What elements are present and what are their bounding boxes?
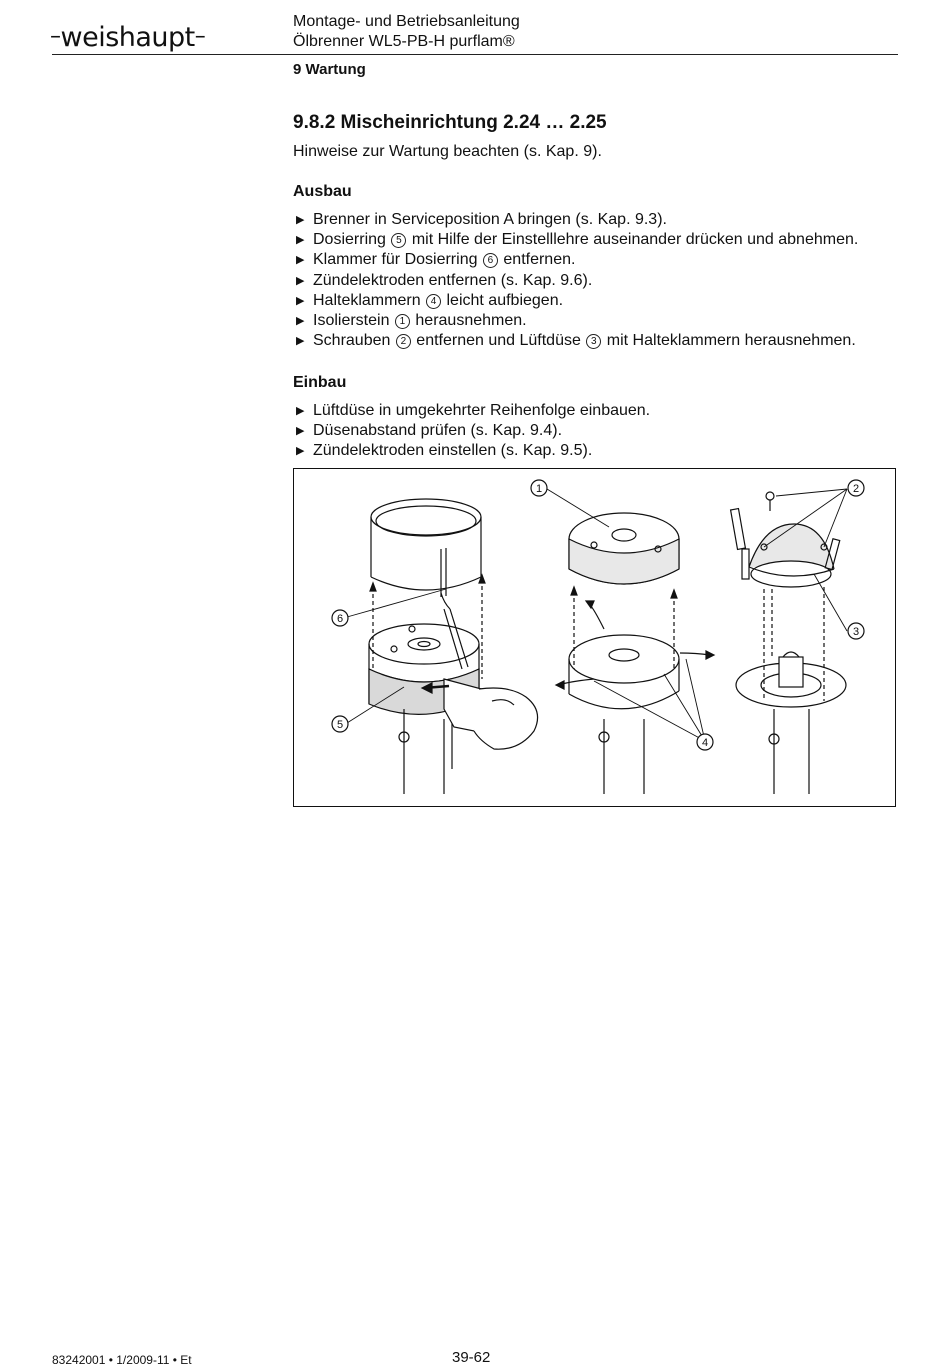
list-item: ▶ Dosierring 5 mit Hilfe der Einstelllehre auseinander drücken und abnehmen. xyxy=(293,230,858,250)
weishaupt-logo: –weishaupt– xyxy=(50,22,206,53)
insulating-stone-drawing xyxy=(556,513,714,794)
ausbau-steps-list xyxy=(293,210,858,351)
page-number: 39-62 xyxy=(452,1349,491,1366)
svg-text:4: 4 xyxy=(701,737,709,749)
mixing-assembly-figure xyxy=(293,468,896,807)
svg-text:3: 3 xyxy=(852,626,860,638)
callout-6 xyxy=(332,610,348,626)
document-title xyxy=(293,12,520,52)
einbau-steps-list xyxy=(293,401,650,462)
triangle-bullet-icon: ▶ xyxy=(296,274,305,287)
triangle-bullet-icon: ▶ xyxy=(296,315,305,328)
reference-number: 1 xyxy=(395,314,410,329)
logo-text: weishaupt xyxy=(60,22,195,53)
callout-2 xyxy=(848,480,864,496)
chapter-label: 9 Wartung xyxy=(293,61,366,78)
header-divider xyxy=(52,54,898,55)
svg-text:6: 6 xyxy=(336,613,344,625)
air-nozzle-drawing xyxy=(731,492,846,794)
reference-number: 3 xyxy=(586,334,601,349)
list-item: ▶ Zündelektroden einstellen (s. Kap. 9.5). xyxy=(293,441,650,461)
callout-5 xyxy=(332,716,348,732)
svg-text:1: 1 xyxy=(535,483,543,495)
reference-number: 4 xyxy=(426,294,441,309)
document-number: 83242001 • 1/2009-11 • Et xyxy=(52,1353,192,1367)
list-item: ▶ Halteklammern 4 leicht aufbiegen. xyxy=(293,291,858,311)
triangle-bullet-icon: ▶ xyxy=(296,445,305,458)
list-item: ▶ Brenner in Serviceposition A bringen (s. Kap. 9.3). xyxy=(293,210,858,230)
callout-4 xyxy=(697,734,713,750)
svg-text:2: 2 xyxy=(852,483,860,495)
einbau-heading: Einbau xyxy=(293,374,347,391)
reference-number: 5 xyxy=(391,233,406,248)
ausbau-heading: Ausbau xyxy=(293,183,352,200)
triangle-bullet-icon: ▶ xyxy=(296,405,305,417)
document-title-line1: Montage- und Betriebsanleitung xyxy=(293,13,520,30)
triangle-bullet-icon: ▶ xyxy=(296,294,305,307)
triangle-bullet-icon: ▶ xyxy=(296,254,305,267)
svg-text:5: 5 xyxy=(336,719,344,731)
callout-3 xyxy=(848,623,864,639)
document-title-line2: Ölbrenner WL5-PB-H purflam® xyxy=(293,33,515,50)
reference-number: 6 xyxy=(483,253,498,268)
section-heading: 9.8.2 Mischeinrichtung 2.24 … 2.25 xyxy=(293,112,607,133)
list-item: ▶ Zündelektroden entfernen (s. Kap. 9.6). xyxy=(293,271,858,291)
mixing-assembly-drawing xyxy=(294,469,894,805)
triangle-bullet-icon: ▶ xyxy=(296,335,305,348)
list-item: ▶ Klammer für Dosierring 6 entfernen. xyxy=(293,250,858,270)
triangle-bullet-icon: ▶ xyxy=(296,214,305,226)
triangle-bullet-icon: ▶ xyxy=(296,234,305,247)
section-note: Hinweise zur Wartung beachten (s. Kap. 9). xyxy=(293,143,602,160)
list-item: ▶ Schrauben 2 entfernen und Lüftdüse 3 mit Halteklammern herausnehmen. xyxy=(293,331,858,351)
dosing-ring-drawing xyxy=(370,499,485,679)
triangle-bullet-icon: ▶ xyxy=(296,425,305,438)
list-item: ▶ Lüftdüse in umgekehrter Reihenfolge einbauen. xyxy=(293,401,650,421)
list-item: ▶ Düsenabstand prüfen (s. Kap. 9.4). xyxy=(293,421,650,441)
callout-1 xyxy=(531,480,547,496)
list-item: ▶ Isolierstein 1 herausnehmen. xyxy=(293,311,858,331)
reference-number: 2 xyxy=(396,334,411,349)
